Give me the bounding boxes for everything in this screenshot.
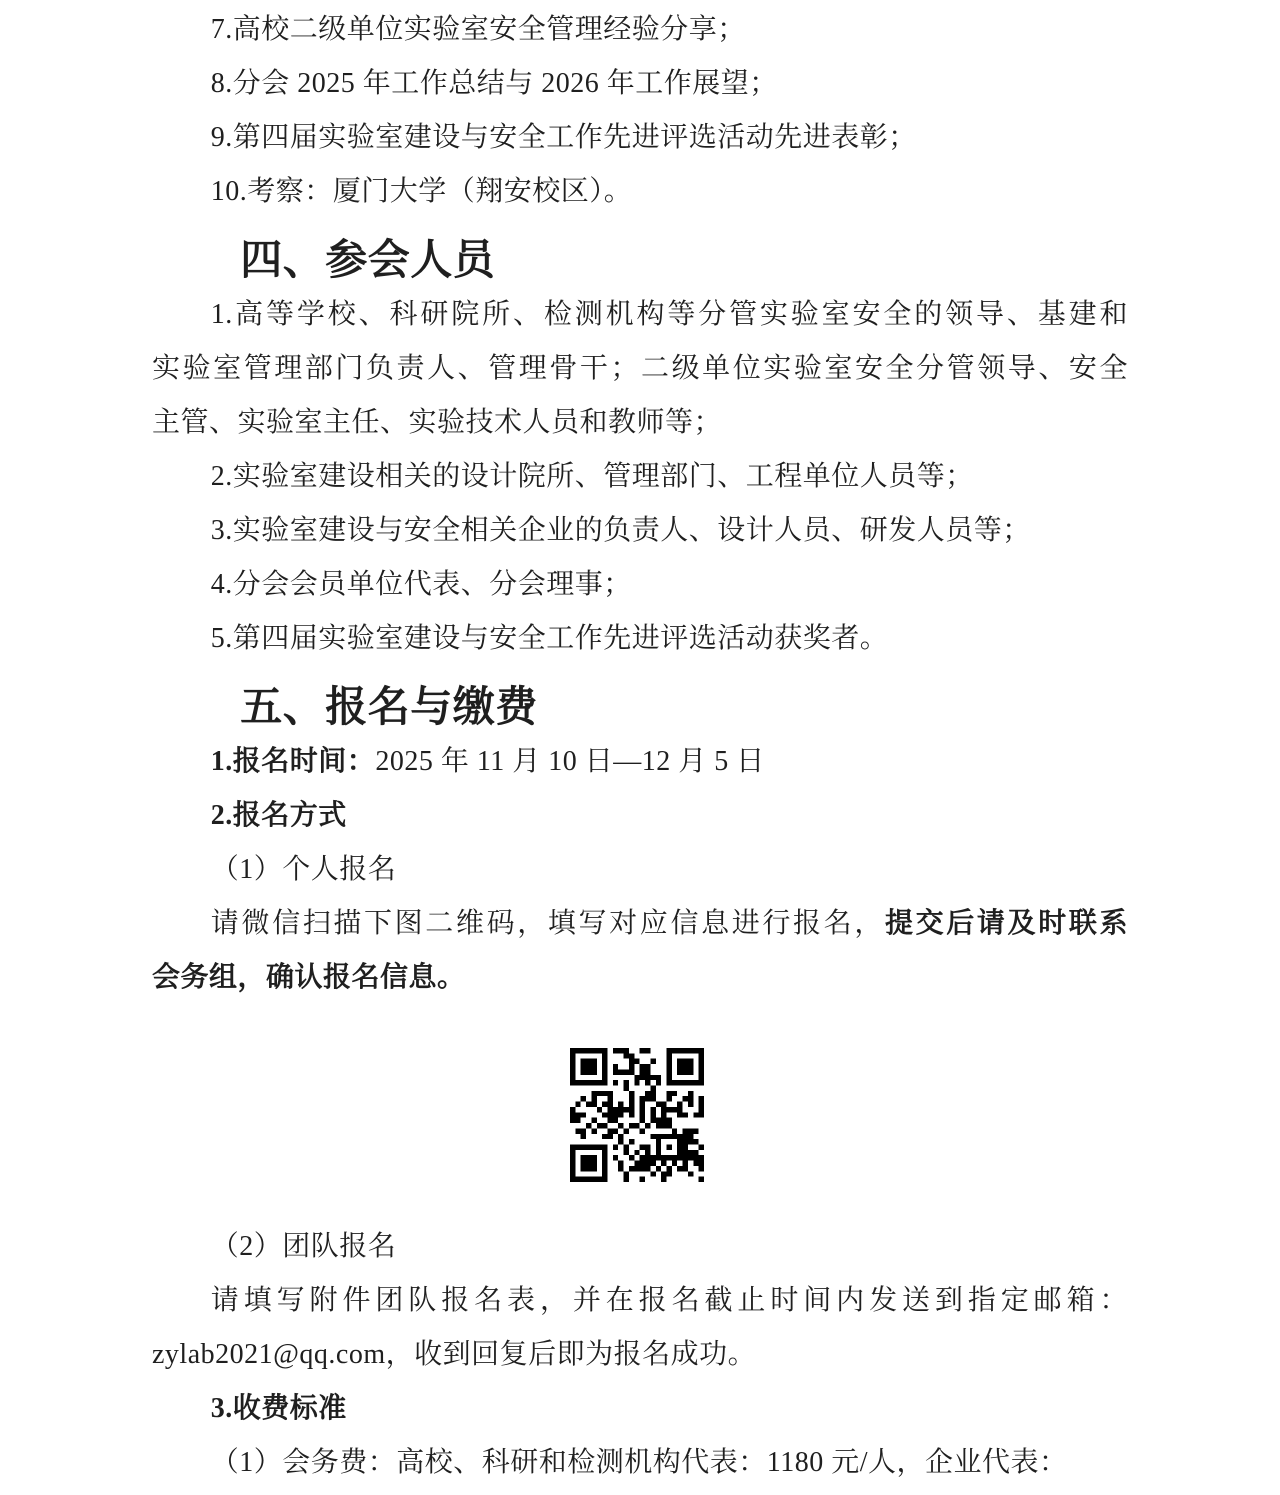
participants-item-3: 3.实验室建设与安全相关企业的负责人、设计人员、研发人员等； (210, 515, 1031, 546)
team-registration-title: （2）团队报名 (210, 1231, 397, 1262)
participants-item-1-line-1: 1.高等学校、科研院所、检测机构等分管实验室安全的领导、基建和 (210, 299, 1128, 330)
scan-instruction-line-1 (152, 897, 1128, 951)
registration-time-label: 1.报名时间： (210, 746, 376, 777)
participants-item-5: 5.第四届实验室建设与安全工作先进评选活动获奖者。 (210, 623, 889, 654)
agenda-item-7: 7.高校二级单位实验室安全管理经验分享； (210, 14, 746, 45)
registration-method-title: 2.报名方式 (210, 800, 347, 831)
qr-code-container (570, 1048, 704, 1182)
scan-instruction-line-2: 会务组，确认报名信息。 (152, 962, 466, 993)
fee-line: （1）会务费：高校、科研和检测机构代表：1180 元/人，企业代表： (210, 1447, 1068, 1478)
section-heading-registration: 五、报名与缴费 (240, 685, 538, 731)
team-instruction-line-2 (152, 1328, 1128, 1382)
team-instruction-line-2-rest: ，收到回复后即为报名成功。 (385, 1339, 757, 1370)
registration-qr-code-icon (570, 1048, 704, 1182)
scan-instruction-normal: 请微信扫描下图二维码，填写对应信息进行报名， (210, 908, 885, 939)
agenda-item-8: 8.分会 2025 年工作总结与 2026 年工作展望； (210, 68, 778, 99)
participants-item-4: 4.分会会员单位代表、分会理事； (210, 569, 632, 600)
scan-instruction-bold: 提交后请及时联系 (884, 908, 1128, 939)
team-instruction-line-1: 请填写附件团队报名表，并在报名截止时间内发送到指定邮箱： (210, 1285, 1128, 1316)
fee-standard-title: 3.收费标准 (210, 1393, 347, 1424)
participants-item-1-line-2: 实验室管理部门负责人、管理骨干；二级单位实验室安全分管领导、安全 (152, 353, 1128, 384)
section-heading-participants: 四、参会人员 (240, 238, 496, 284)
individual-registration-title: （1）个人报名 (210, 854, 397, 885)
participants-item-1-line-3: 主管、实验室主任、实验技术人员和教师等； (152, 407, 723, 438)
registration-time-line (152, 735, 1128, 789)
registration-time-value: 2025 年 11 月 10 日—12 月 5 日 (375, 746, 765, 777)
participants-item-2: 2.实验室建设相关的设计院所、管理部门、工程单位人员等； (210, 461, 974, 492)
agenda-item-9: 9.第四届实验室建设与安全工作先进评选活动先进表彰； (210, 122, 917, 153)
email-text: zylab2021@qq.com (152, 1339, 386, 1370)
agenda-item-10: 10.考察：厦门大学（翔安校区）。 (210, 176, 633, 207)
